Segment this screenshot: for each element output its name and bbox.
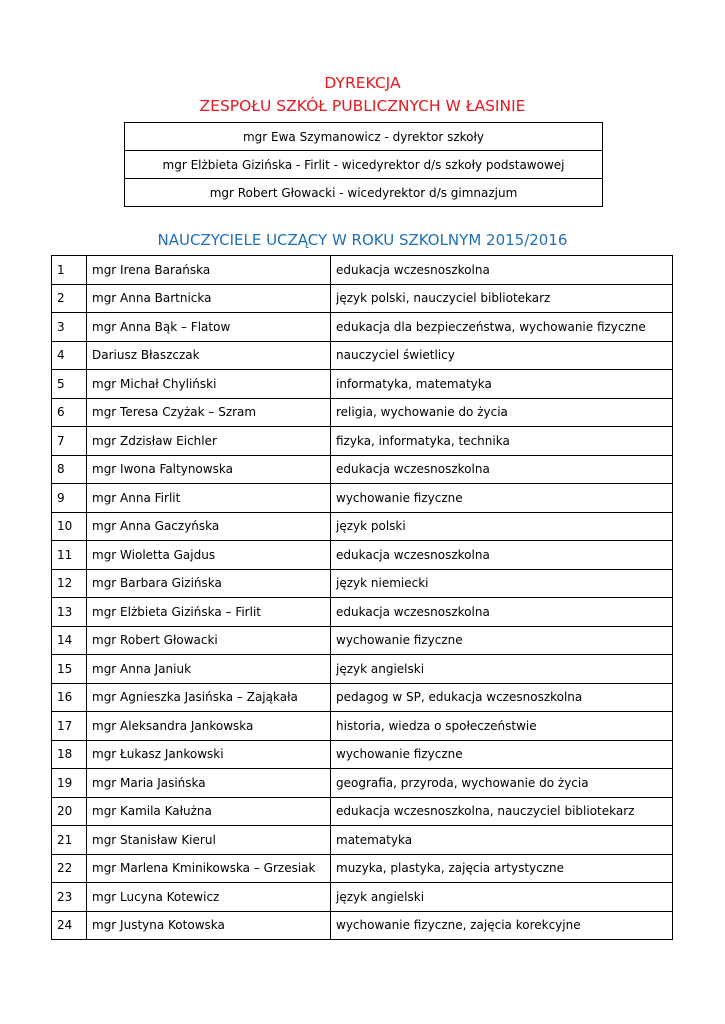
- teacher-subject: wychowanie fizyczne: [331, 626, 673, 655]
- teacher-name: mgr Maria Jasińska: [87, 769, 331, 798]
- teacher-number: 11: [52, 541, 87, 570]
- teacher-name: mgr Lucyna Kotewicz: [87, 883, 331, 912]
- teacher-number: 14: [52, 626, 87, 655]
- teacher-subject: fizyka, informatyka, technika: [331, 427, 673, 456]
- teacher-name: mgr Stanisław Kierul: [87, 826, 331, 855]
- teachers-table: [51, 255, 673, 940]
- teacher-number: 18: [52, 740, 87, 769]
- teacher-name: mgr Anna Janiuk: [87, 655, 331, 684]
- teacher-subject: język niemiecki: [331, 569, 673, 598]
- directorate-row: [125, 151, 603, 179]
- directorate-entry-vice-primary: mgr Elżbieta Gizińska - Firlit - wicedyrektor d/s szkoły podstawowej: [125, 151, 603, 179]
- teacher-name: mgr Anna Bąk – Flatow: [87, 313, 331, 342]
- teacher-subject: język angielski: [331, 655, 673, 684]
- teacher-number: 2: [52, 284, 87, 313]
- teacher-subject: nauczyciel świetlicy: [331, 341, 673, 370]
- teacher-row: [52, 854, 673, 883]
- teacher-row: [52, 569, 673, 598]
- directorate-row: [125, 123, 603, 151]
- teacher-number: 13: [52, 598, 87, 627]
- teacher-number: 21: [52, 826, 87, 855]
- teacher-row: [52, 626, 673, 655]
- teacher-row: [52, 484, 673, 513]
- teacher-number: 10: [52, 512, 87, 541]
- teacher-row: [52, 826, 673, 855]
- teacher-subject: edukacja wczesnoszkolna: [331, 541, 673, 570]
- teacher-row: [52, 427, 673, 456]
- teacher-row: [52, 911, 673, 940]
- teacher-name: mgr Elżbieta Gizińska – Firlit: [87, 598, 331, 627]
- teacher-number: 12: [52, 569, 87, 598]
- teacher-subject: edukacja wczesnoszkolna: [331, 256, 673, 285]
- teacher-subject: geografia, przyroda, wychowanie do życia: [331, 769, 673, 798]
- teacher-number: 23: [52, 883, 87, 912]
- teacher-subject: język polski: [331, 512, 673, 541]
- teacher-number: 15: [52, 655, 87, 684]
- teacher-row: [52, 712, 673, 741]
- teachers-heading: NAUCZYCIELE UCZĄCY W ROKU SZKOLNYM 2015/2016: [157, 231, 568, 249]
- teacher-name: mgr Teresa Czyżak – Szram: [87, 398, 331, 427]
- teacher-name: Dariusz Błaszczak: [87, 341, 331, 370]
- teacher-name: mgr Agnieszka Jasińska – Zająkała: [87, 683, 331, 712]
- teacher-subject: religia, wychowanie do życia: [331, 398, 673, 427]
- directorate-entry-director: mgr Ewa Szymanowicz - dyrektor szkoły: [125, 123, 603, 151]
- teacher-name: mgr Kamila Kałużna: [87, 797, 331, 826]
- teacher-subject: historia, wiedza o społeczeństwie: [331, 712, 673, 741]
- teacher-row: [52, 740, 673, 769]
- teacher-number: 24: [52, 911, 87, 940]
- teacher-row: [52, 541, 673, 570]
- teacher-subject: język angielski: [331, 883, 673, 912]
- teacher-subject: edukacja wczesnoszkolna: [331, 455, 673, 484]
- teacher-name: mgr Anna Gaczyńska: [87, 512, 331, 541]
- teacher-number: 3: [52, 313, 87, 342]
- teacher-name: mgr Marlena Kminikowska – Grzesiak: [87, 854, 331, 883]
- teacher-number: 8: [52, 455, 87, 484]
- teacher-subject: wychowanie fizyczne: [331, 484, 673, 513]
- teacher-number: 22: [52, 854, 87, 883]
- teacher-subject: informatyka, matematyka: [331, 370, 673, 399]
- teacher-number: 5: [52, 370, 87, 399]
- teacher-row: [52, 256, 673, 285]
- teacher-number: 16: [52, 683, 87, 712]
- directorate-table: [124, 122, 603, 207]
- teacher-row: [52, 797, 673, 826]
- teacher-row: [52, 398, 673, 427]
- teacher-number: 4: [52, 341, 87, 370]
- teacher-subject: edukacja wczesnoszkolna: [331, 598, 673, 627]
- teacher-subject: edukacja wczesnoszkolna, nauczyciel bibliotekarz: [331, 797, 673, 826]
- teacher-name: mgr Robert Głowacki: [87, 626, 331, 655]
- teacher-row: [52, 313, 673, 342]
- teacher-name: mgr Anna Firlit: [87, 484, 331, 513]
- teacher-row: [52, 455, 673, 484]
- teacher-row: [52, 683, 673, 712]
- teacher-number: 17: [52, 712, 87, 741]
- teacher-row: [52, 598, 673, 627]
- teacher-subject: język polski, nauczyciel bibliotekarz: [331, 284, 673, 313]
- teacher-subject: edukacja dla bezpieczeństwa, wychowanie fizyczne: [331, 313, 673, 342]
- teacher-subject: wychowanie fizyczne, zajęcia korekcyjne: [331, 911, 673, 940]
- teacher-number: 20: [52, 797, 87, 826]
- teacher-subject: pedagog w SP, edukacja wczesnoszkolna: [331, 683, 673, 712]
- teacher-number: 7: [52, 427, 87, 456]
- teacher-subject: matematyka: [331, 826, 673, 855]
- directorate-row: [125, 179, 603, 207]
- teacher-name: mgr Aleksandra Jankowska: [87, 712, 331, 741]
- teacher-number: 19: [52, 769, 87, 798]
- teacher-number: 1: [52, 256, 87, 285]
- teacher-row: [52, 284, 673, 313]
- teacher-name: mgr Michał Chyliński: [87, 370, 331, 399]
- teacher-name: mgr Zdzisław Eichler: [87, 427, 331, 456]
- teacher-name: mgr Iwona Faltynowska: [87, 455, 331, 484]
- teacher-name: mgr Anna Bartnicka: [87, 284, 331, 313]
- teacher-name: mgr Irena Barańska: [87, 256, 331, 285]
- teacher-name: mgr Justyna Kotowska: [87, 911, 331, 940]
- directorate-entry-vice-gymnasium: mgr Robert Głowacki - wicedyrektor d/s gimnazjum: [125, 179, 603, 207]
- teacher-name: mgr Barbara Gizińska: [87, 569, 331, 598]
- teacher-number: 6: [52, 398, 87, 427]
- title-line-2: ZESPOŁU SZKÓŁ PUBLICZNYCH W ŁASINIE: [199, 97, 526, 115]
- teacher-subject: wychowanie fizyczne: [331, 740, 673, 769]
- teacher-row: [52, 769, 673, 798]
- teacher-row: [52, 370, 673, 399]
- teacher-row: [52, 341, 673, 370]
- teacher-row: [52, 883, 673, 912]
- teacher-subject: muzyka, plastyka, zajęcia artystyczne: [331, 854, 673, 883]
- teacher-name: mgr Łukasz Jankowski: [87, 740, 331, 769]
- teacher-row: [52, 512, 673, 541]
- teacher-number: 9: [52, 484, 87, 513]
- teacher-name: mgr Wioletta Gajdus: [87, 541, 331, 570]
- title-line-1: DYREKCJA: [324, 74, 401, 92]
- teacher-row: [52, 655, 673, 684]
